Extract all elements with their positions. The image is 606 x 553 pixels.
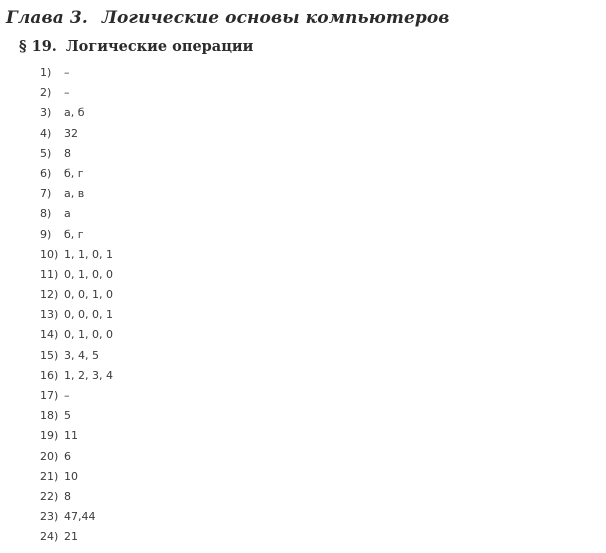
answer-item bbox=[40, 527, 113, 547]
answer-number: 9) bbox=[40, 227, 52, 241]
answer-value: 21 bbox=[64, 530, 78, 544]
answer-value: 1, 1, 0, 1 bbox=[64, 247, 113, 261]
answer-value: а, в bbox=[64, 187, 85, 201]
answer-value: а bbox=[64, 207, 71, 221]
answer-item bbox=[40, 507, 113, 527]
answer-value: 11 bbox=[64, 429, 78, 443]
answer-number: 22) bbox=[40, 489, 59, 503]
answer-number: 20) bbox=[40, 449, 59, 463]
answer-item bbox=[40, 225, 113, 245]
answer-number: 12) bbox=[40, 288, 59, 302]
answer-value: 47,44 bbox=[64, 510, 96, 524]
section-title: Логические операции bbox=[65, 38, 254, 55]
answer-item bbox=[40, 487, 113, 507]
answer-item bbox=[40, 366, 113, 386]
answer-value: 10 bbox=[64, 469, 78, 483]
answer-item bbox=[40, 184, 113, 204]
answer-item bbox=[40, 467, 113, 487]
answer-number: 7) bbox=[40, 187, 52, 201]
answer-value: 0, 0, 1, 0 bbox=[64, 288, 113, 302]
answer-number: 2) bbox=[40, 86, 52, 100]
answer-number: 13) bbox=[40, 308, 59, 322]
answer-number: 11) bbox=[40, 267, 59, 281]
answer-item bbox=[40, 63, 113, 83]
answer-item bbox=[40, 325, 113, 345]
answer-number: 15) bbox=[40, 348, 59, 362]
answer-number: 17) bbox=[40, 389, 59, 402]
answer-value: а, б bbox=[64, 106, 85, 120]
answer-number: 19) bbox=[40, 429, 59, 443]
answer-value: – bbox=[64, 86, 70, 100]
answer-number: 3) bbox=[40, 106, 52, 120]
answer-number: 23) bbox=[40, 510, 59, 524]
answer-value: 0, 0, 0, 1 bbox=[64, 308, 113, 322]
section-heading bbox=[19, 38, 253, 55]
chapter-heading bbox=[6, 8, 450, 28]
answer-item bbox=[40, 204, 113, 224]
answer-item bbox=[40, 103, 113, 123]
answer-item bbox=[40, 285, 113, 305]
answer-number: 24) bbox=[40, 530, 59, 544]
answer-item bbox=[40, 83, 113, 103]
answer-number: 16) bbox=[40, 368, 59, 382]
answer-number: 14) bbox=[40, 328, 59, 342]
chapter-label: Глава 3. bbox=[6, 8, 88, 28]
answer-value: б, г bbox=[64, 166, 84, 180]
answer-number: 1) bbox=[40, 66, 52, 79]
answer-number: 8) bbox=[40, 207, 52, 221]
answer-number: 4) bbox=[40, 126, 52, 140]
answer-value: 5 bbox=[64, 409, 71, 423]
answer-value: б, г bbox=[64, 227, 84, 241]
answer-number: 18) bbox=[40, 409, 59, 423]
answer-number: 6) bbox=[40, 166, 52, 180]
answer-value: 1, 2, 3, 4 bbox=[64, 368, 113, 382]
answer-item bbox=[40, 386, 113, 406]
answer-item bbox=[40, 124, 113, 144]
answer-item bbox=[40, 144, 113, 164]
answer-value: 32 bbox=[64, 126, 78, 140]
answer-number: 10) bbox=[40, 247, 59, 261]
answer-value: 3, 4, 5 bbox=[64, 348, 99, 362]
answer-value: – bbox=[64, 66, 70, 79]
answer-item bbox=[40, 245, 113, 265]
answer-number: 5) bbox=[40, 146, 52, 160]
answer-value: 8 bbox=[64, 146, 71, 160]
answer-value: 0, 1, 0, 0 bbox=[64, 267, 113, 281]
section-number: § 19. bbox=[19, 38, 57, 55]
answer-item bbox=[40, 265, 113, 285]
chapter-title: Логические основы компьютеров bbox=[101, 8, 450, 28]
answer-item bbox=[40, 406, 113, 426]
answer-item bbox=[40, 447, 113, 467]
answer-number: 21) bbox=[40, 469, 59, 483]
answer-item bbox=[40, 305, 113, 325]
answer-item bbox=[40, 164, 113, 184]
answer-item bbox=[40, 426, 113, 446]
answer-value: 8 bbox=[64, 489, 71, 503]
answer-value: – bbox=[64, 389, 70, 402]
answer-item bbox=[40, 346, 113, 366]
answer-value: 0, 1, 0, 0 bbox=[64, 328, 113, 342]
answer-value: 6 bbox=[64, 449, 71, 463]
answer-list bbox=[40, 63, 113, 548]
